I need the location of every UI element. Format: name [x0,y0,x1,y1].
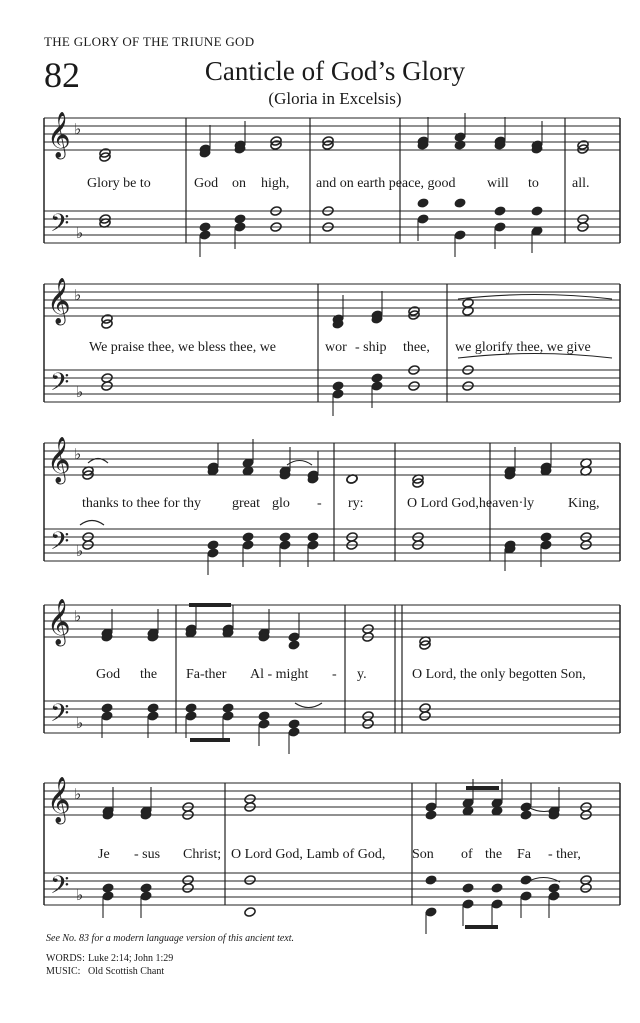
lyric: we glorify thee, we give [455,340,591,355]
notehead [182,883,194,894]
music-credit [46,966,164,977]
notehead [462,899,474,910]
tie-slur [287,461,312,466]
hymn-subtitle: (Gloria in Excelsis) [268,89,402,108]
lyric: - ship [355,340,387,355]
lyric: King, [568,496,600,511]
lyric: - [317,496,322,511]
lyric: O Lord God, Lamb of God, [231,847,386,862]
music-label: MUSIC: [46,966,81,977]
lyric: high, [261,176,290,191]
notehead [425,907,437,918]
lyric: ry: [348,496,364,511]
notehead [417,214,429,225]
lyric: will [487,176,509,191]
bass-clef: 𝄢 [50,871,70,906]
notehead [371,381,383,392]
notehead [540,540,552,551]
hymn-number: 82 [44,55,80,95]
lyric: O Lord God,heaven·ly [407,496,535,511]
lyric: all. [572,176,590,191]
lyric: Al - might [250,667,309,682]
notehead [102,891,114,902]
lyric: great [232,496,260,511]
treble-clef: 𝄞 [47,278,71,324]
notehead [242,540,254,551]
notehead [207,548,219,559]
lyric: Glory be to [87,176,151,191]
notehead [258,719,270,730]
notehead [234,222,246,233]
section-header: THE GLORY OF THE TRIUNE GOD [44,34,255,49]
notehead [548,891,560,902]
lyric: - ther, [548,847,581,862]
notehead [494,206,506,217]
lyric: Son [412,847,434,862]
lyric: God [194,176,219,191]
tie-slur [80,521,104,526]
notehead [491,883,503,894]
notehead [140,891,152,902]
notehead [147,711,159,722]
lyric: We praise thee, we bless thee, we [89,340,277,355]
lyric: thanks to thee for thy [82,496,201,511]
lyric: the [485,847,503,862]
treble-clef: 𝄞 [47,437,71,483]
key-signature-flat: ♭ [74,120,82,138]
lyric: O Lord, the only begotten Son, [412,667,586,682]
tie-slur [458,295,612,300]
notehead [222,711,234,722]
lyric: wor [325,340,347,355]
words-credit [46,953,173,964]
note-beam [190,738,230,742]
lyric: y. [357,667,367,682]
notehead [288,727,300,738]
notehead [288,640,300,651]
key-signature-flat: ♭ [76,886,84,904]
treble-clef: 𝄞 [47,599,71,645]
notehead [580,883,592,894]
notehead [101,711,113,722]
words-label: WORDS: [46,953,85,964]
notehead [454,198,466,209]
notehead [417,198,429,209]
bass-clef: 𝄢 [50,527,70,562]
lyric: of [461,847,473,862]
key-signature-flat: ♭ [74,445,82,463]
lyric: Fa [517,847,531,862]
key-signature-flat: ♭ [76,714,84,732]
notehead [494,222,506,233]
notehead [362,719,374,730]
lyric: and on earth peace, good [316,176,456,191]
footnote: See No. 83 for a modern language version of this ancient text. [46,933,295,944]
hymn-title: Canticle of God’s Glory [204,56,466,86]
key-signature-flat: ♭ [76,383,84,401]
note-beam [465,925,498,929]
key-signature-flat: ♭ [76,542,84,560]
lyric: - sus [134,847,161,862]
notehead [520,891,532,902]
notehead [185,711,197,722]
words-source: Luke 2:14; John 1:29 [88,953,174,964]
lyric: God [96,667,121,682]
lyric: Je [98,847,110,862]
notehead [531,206,543,217]
lyric: Fa-ther [186,667,227,682]
notehead [332,389,344,400]
lyric: thee, [403,340,430,355]
note-beam [189,603,231,607]
notehead [462,306,474,317]
key-signature-flat: ♭ [76,224,84,242]
note-beam [466,786,499,790]
music-source: Old Scottish Chant [88,966,165,977]
lyric: - [332,667,337,682]
notehead [244,875,256,886]
lyric: the [140,667,158,682]
notehead [307,540,319,551]
key-signature-flat: ♭ [74,785,82,803]
bass-clef: 𝄢 [50,209,70,244]
key-signature-flat: ♭ [74,286,82,304]
treble-clef: 𝄞 [47,777,71,823]
bass-clef: 𝄢 [50,699,70,734]
notehead [244,907,256,918]
key-signature-flat: ♭ [74,607,82,625]
lyric: on [232,176,246,191]
treble-clef: 𝄞 [47,112,71,158]
notehead [520,810,532,821]
lyric: glo [272,496,290,511]
notehead [425,875,437,886]
notehead [454,140,466,151]
notehead [491,899,503,910]
notehead [419,711,431,722]
lyric: Christ; [183,847,222,862]
notehead [199,230,211,241]
notehead [425,810,437,821]
notehead [462,883,474,894]
lyric: to [528,176,539,191]
notehead [279,540,291,551]
bass-clef: 𝄢 [50,368,70,403]
notehead [454,230,466,241]
tie-slur [295,703,322,708]
